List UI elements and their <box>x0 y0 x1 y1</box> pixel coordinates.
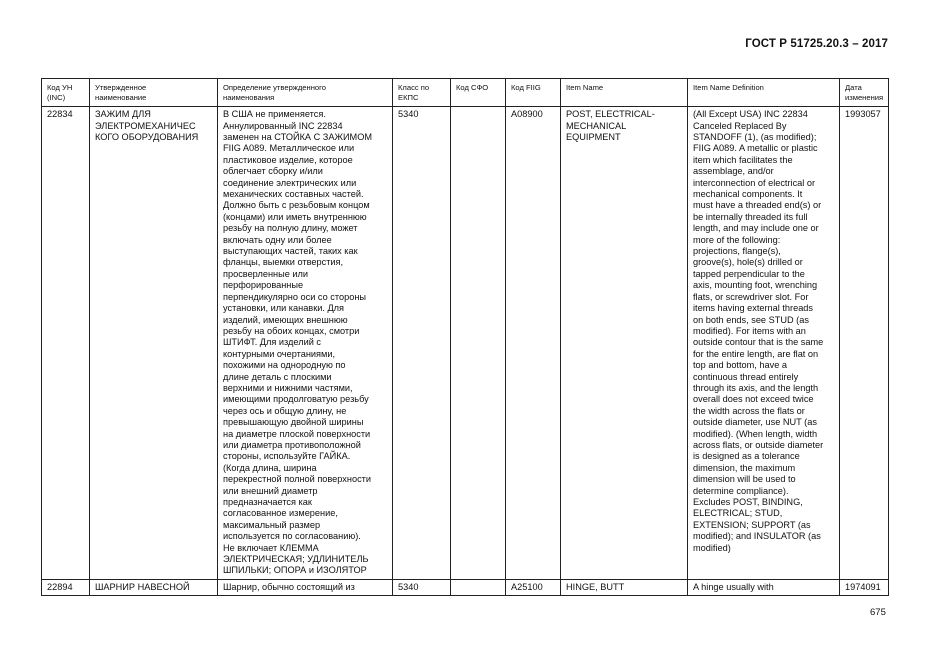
cell-change-date: 1974091 <box>840 579 889 595</box>
cell-item-definition: A hinge usually with <box>688 579 840 595</box>
page-number: 675 <box>870 607 886 618</box>
col-header-ekps-class: Класс по ЕКПС <box>393 79 451 107</box>
cell-change-date: 1993057 <box>840 107 889 580</box>
cell-approved-name: ШАРНИР НАВЕСНОЙ <box>90 579 218 595</box>
col-header-fiig-code: Код FIIG <box>506 79 561 107</box>
catalog-table <box>41 78 889 596</box>
cell-definition: В США не применяется. Аннулированный INC 22834 заменен на СТОЙКА С ЗАЖИМОМ FIIG A089. Металлическое или пластиковое изделие, которое облегчает сборку и/или соединение электрических или механических составных частей. Должно быть с резьбовым концом (концами) или иметь внутреннюю резьбу на полную длину, может включать одну или более выступающих частей, таких как фланцы, выемки отверстия, просверленные или перфорированные перпендикулярно оси со стороны установки, или канавки. Для изделий, имеющих внешнюю резьбу на обоих концах, смотри ШТИФТ. Для изделий с контурными очертаниями, похожими на однородную по длине деталь с плоскими верхними и нижними частями, имеющими продолговатую резьбу через ось и общую длину, не превышающую двойной ширины на диаметре плоской поверхности или диаметра противоположной стороны, используйте ГАЙКА. (Когда длина, ширина перекрестной полной поверхности или внешний диаметр предназначается как согласованное измерение, максимальный размер используется по согласованию). Не включает КЛЕММА ЭЛЕКТРИЧЕСКАЯ; УДЛИНИТЕЛЬ ШПИЛЬКИ; ОПОРА и ИЗОЛЯТОР <box>218 107 393 580</box>
cell-fiig-code: A25100 <box>506 579 561 595</box>
table-row <box>42 579 889 595</box>
col-header-item-definition: Item Name Definition <box>688 79 840 107</box>
col-header-approved-name: Утвержденное наименование <box>90 79 218 107</box>
document-code: ГОСТ Р 51725.20.3 – 2017 <box>745 38 888 50</box>
cell-sfo-code <box>451 107 506 580</box>
cell-item-name: HINGE, BUTT <box>561 579 688 595</box>
cell-approved-name: ЗАЖИМ ДЛЯ ЭЛЕКТРОМЕХАНИЧЕС КОГО ОБОРУДОВАНИЯ <box>90 107 218 580</box>
cell-ekps-class: 5340 <box>393 579 451 595</box>
cell-item-name: POST, ELECTRICAL- MECHANICAL EQUIPMENT <box>561 107 688 580</box>
col-header-inc: Код УН (INC) <box>42 79 90 107</box>
cell-item-definition: (All Except USA) INC 22834 Canceled Replaced By STANDOFF (1), (as modified); FIIG A089. A metallic or plastic item which facilitates the assemblage, and/or interconnection of electrical or mechanical components. It must have a threaded end(s) or be internally threaded its full length, and may include one or more of the following: projections, flange(s), groove(s), hole(s) drilled or tapped perpendicular to the axis, mounting foot, wrenching flats, or screwdriver slot. For items having external threads on both ends, see STUD (as modified). For items with an outside contour that is the same for the entire length, are flat on top and bottom, have a continuous thread entirely through its axis, and the length overall does not exceed twice the width across the flats or outside diameter, use NUT (as modified). (When length, width across flats, or outside diameter is designed as a tolerance dimension, the maximum dimension will be used to determine compliance). Excludes POST, BINDING, ELECTRICAL; STUD, EXTENSION; SUPPORT (as modified); and INSULATOR (as modified) <box>688 107 840 580</box>
cell-ekps-class: 5340 <box>393 107 451 580</box>
cell-fiig-code: A08900 <box>506 107 561 580</box>
col-header-item-name: Item Name <box>561 79 688 107</box>
cell-inc: 22894 <box>42 579 90 595</box>
cell-inc: 22834 <box>42 107 90 580</box>
col-header-change-date: Дата изменения <box>840 79 889 107</box>
col-header-definition: Определение утвержденного наименования <box>218 79 393 107</box>
header-row <box>42 79 889 107</box>
cell-sfo-code <box>451 579 506 595</box>
cell-definition: Шарнир, обычно состоящий из <box>218 579 393 595</box>
col-header-sfo-code: Код СФО <box>451 79 506 107</box>
table-row <box>42 107 889 580</box>
